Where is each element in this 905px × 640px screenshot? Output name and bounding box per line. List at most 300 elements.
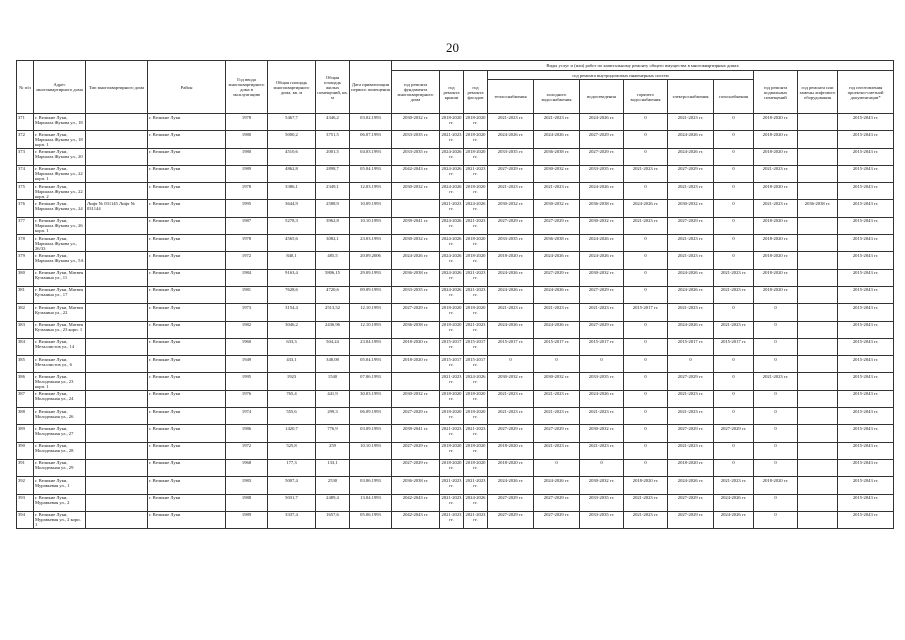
basement-cell: 0 [754,321,798,338]
basement-cell: 0 [754,494,798,511]
type-cell [86,373,148,390]
hot-water-cell: 0 [624,373,668,390]
header-heating: теплоснабжения [488,80,534,114]
electric-cell: 2027-2029 гг. [668,425,714,442]
living-area-cell: 299,3 [316,408,350,425]
gas-cell: 2021-2023 гг. [714,477,754,494]
design-docs-cell: 2015-2043 гг. [838,200,894,217]
type-cell [86,165,148,182]
row-number: 389 [17,425,34,442]
district-cell: г. Великие Луки [148,200,226,217]
basement-cell: 0 [754,304,798,321]
table-row [17,477,894,494]
privatization-cell: 03.09.1993 [350,425,392,442]
district-cell: г. Великие Луки [148,304,226,321]
address-cell: г. Великие Луки, Матвея Кузьмина ул., 23 корп. 1 [34,321,86,338]
district-cell: г. Великие Луки [148,494,226,511]
foundation-cell [392,200,440,217]
cold-water-cell: 2027-2029 гг. [534,269,580,286]
gas-cell: 0 [714,390,754,407]
cold-water-cell: 2021-2023 гг. [534,114,580,131]
elevator-cell [798,269,838,286]
row-number: 381 [17,286,34,303]
living-area-cell: 3082,1 [316,235,350,252]
facade-cell: 2018-2020 гг. [464,252,488,269]
district-cell: г. Великие Луки [148,165,226,182]
electric-cell: 2027-2029 гг. [668,217,714,234]
gas-cell: 2024-2026 гг. [714,511,754,528]
year-cell: 1984 [226,269,268,286]
header-works-group: Виды услуг и (или) работ по капитальному ремонту общего имущества в многоквартирных домах [392,61,894,71]
roof-cell: 2021-2023 гг. [440,511,464,528]
facade-cell: 2018-2020 гг. [464,304,488,321]
table-row [17,373,894,390]
row-number: 384 [17,338,34,355]
gas-cell: 2021-2023 гг. [714,286,754,303]
cold-water-cell: 2024-2026 гг. [534,321,580,338]
gas-cell: 0 [714,304,754,321]
type-cell [86,304,148,321]
total-area-cell: 5278,3 [268,217,316,234]
design-docs-cell: 2015-2043 гг. [838,477,894,494]
basement-cell: 2018-2020 гг. [754,148,798,165]
facade-cell: 2018-2020 гг. [464,114,488,131]
foundation-cell: 2039-2041 гг. [392,217,440,234]
cold-water-cell: 2021-2023 гг. [534,442,580,459]
type-cell [86,356,148,373]
design-docs-cell: 2015-2043 гг. [838,235,894,252]
table-row [17,217,894,234]
cold-water-cell: 2021-2023 гг. [534,304,580,321]
page-number: 20 [446,40,459,55]
electric-cell: 2024-2026 гг. [668,269,714,286]
row-number: 388 [17,408,34,425]
elevator-cell [798,252,838,269]
table-row [17,131,894,148]
table-row [17,494,894,511]
hot-water-cell: 2021-2023 гг. [624,165,668,182]
foundation-cell [392,373,440,390]
living-area-cell: 2530 [316,477,350,494]
facade-cell: 2018-2020 гг. [464,459,488,476]
basement-cell: 2018-2020 гг. [754,131,798,148]
year-cell: 1989 [226,165,268,182]
table-row [17,183,894,200]
heating-cell: 2033-2035 гг. [488,235,534,252]
living-area-cell: 2489,4 [316,494,350,511]
sewer-cell: 2024-2026 гг. [580,235,624,252]
gas-cell: 0 [714,148,754,165]
type-cell [86,390,148,407]
heating-cell: 2024-2026 гг. [488,131,534,148]
privatization-cell: 30.03.1993 [350,390,392,407]
foundation-cell: 2042-2043 гг. [392,511,440,528]
elevator-cell [798,235,838,252]
address-cell: г. Великие Луки, Муравьевая ул., 2 [34,494,86,511]
privatization-cell: 05.06.1993 [350,511,392,528]
hot-water-cell: 2018-2020 гг. [624,477,668,494]
foundation-cell: 2027-2029 гг. [392,304,440,321]
basement-cell: 2018-2020 гг. [754,269,798,286]
total-area-cell: 840,1 [268,252,316,269]
district-cell: г. Великие Луки [148,356,226,373]
header-district: Район [148,61,226,114]
row-number: 382 [17,304,34,321]
header-type: Тип многоквартирного дома [86,61,148,114]
total-area-cell: 4565,6 [268,235,316,252]
sewer-cell: 2021-2023 гг. [580,408,624,425]
hot-water-cell: 2024-2026 гг. [624,200,668,217]
address-cell: г. Великие Луки, Маршала Жукова ул., 22 корп. 2 [34,183,86,200]
electric-cell: 2027-2029 гг. [668,373,714,390]
district-cell: г. Великие Луки [148,217,226,234]
basement-cell: 2018-2020 гг. [754,114,798,131]
total-area-cell: 3046,2 [268,321,316,338]
address-cell: г. Великие Луки, Маршала Жукова ул., 24 [34,200,86,217]
roof-cell: 2018-2020 гг. [440,408,464,425]
year-cell: 1986 [226,425,268,442]
table-row [17,425,894,442]
design-docs-cell: 2015-2043 гг. [838,511,894,528]
privatization-cell: 23.03.1993 [350,235,392,252]
district-cell: г. Великие Луки [148,511,226,528]
design-docs-cell: 2015-2043 гг. [838,165,894,182]
foundation-cell: 2042-2043 гг. [392,165,440,182]
district-cell: г. Великие Луки [148,252,226,269]
year-cell: 1982 [226,321,268,338]
district-cell: г. Великие Луки [148,459,226,476]
hot-water-cell: 0 [624,252,668,269]
living-area-cell: 1657,6 [316,511,350,528]
hot-water-cell: 0 [624,131,668,148]
cold-water-cell: 2021-2023 гг. [534,408,580,425]
basement-cell: 2021-2023 гг. [754,165,798,182]
facade-cell: 2018-2020 гг. [464,235,488,252]
sewer-cell: 2033-2035 гг. [580,494,624,511]
facade-cell: 2021-2023 гг. [464,477,488,494]
year-cell: 1974 [226,408,268,425]
foundation-cell: 2036-2038 гг. [392,477,440,494]
type-cell [86,217,148,234]
sewer-cell: 2024-2026 гг. [580,114,624,131]
privatization-cell [350,459,392,476]
table-row [17,459,894,476]
table-row [17,408,894,425]
year-cell: 1960 [226,338,268,355]
electric-cell: 2021-2023 гг. [668,442,714,459]
basement-cell: 2018-2020 гг. [754,235,798,252]
roof-cell: 2024-2026 гг. [440,269,464,286]
electric-cell: 2021-2023 гг. [668,114,714,131]
elevator-cell: 2036-2038 гг. [798,200,838,217]
type-cell [86,494,148,511]
address-cell: г. Великие Луки, Маршала Жукова ул., 20 [34,148,86,165]
living-area-cell: 4346,2 [316,114,350,131]
table-row [17,235,894,252]
gas-cell: 0 [714,200,754,217]
address-cell: г. Великие Луки, Молодежная ул., 27 [34,425,86,442]
privatization-cell: 12.03.1993 [350,183,392,200]
hot-water-cell: 0 [624,286,668,303]
elevator-cell [798,165,838,182]
privatization-cell: 13.04.1993 [350,494,392,511]
gas-cell: 2021-2023 гг. [714,321,754,338]
elevator-cell [798,373,838,390]
address-cell: г. Великие Луки, Матвея Кузьмина ул., 11 [34,269,86,286]
electric-cell: 2021-2023 гг. [668,252,714,269]
privatization-cell: 06.07.1993 [350,131,392,148]
heating-cell: 2024-2026 гг. [488,477,534,494]
district-cell: г. Великие Луки [148,390,226,407]
year-cell: 1978 [226,183,268,200]
gas-cell: 0 [714,235,754,252]
elevator-cell [798,114,838,131]
design-docs-cell: 2015-2043 гг. [838,408,894,425]
cold-water-cell: 2030-2032 гг. [534,373,580,390]
hot-water-cell: 0 [624,148,668,165]
electric-cell: 2030-2032 гг. [668,200,714,217]
cold-water-cell: 2027-2029 гг. [534,494,580,511]
header-elevator: год ремонта или замены лифтового оборудования [798,71,838,114]
design-docs-cell: 2015-2043 гг. [838,131,894,148]
year-cell: 1949 [226,356,268,373]
address-cell: г. Великие Луки, Матвея Кузьмина ул., 22 [34,304,86,321]
gas-cell: 0 [714,373,754,390]
total-area-cell: 4510,6 [268,148,316,165]
total-area-cell: 3386,1 [268,183,316,200]
electric-cell: 2027-2029 гг. [668,511,714,528]
foundation-cell: 2018-2020 гг. [392,356,440,373]
row-number: 385 [17,356,34,373]
heating-cell: 2030-2032 гг. [488,373,534,390]
header-cold-water: холодного водоснабжения [534,80,580,114]
basement-cell: 2018-2020 гг. [754,217,798,234]
sewer-cell: 2033-2035 гг. [580,165,624,182]
basement-cell: 2021-2023 гг. [754,373,798,390]
hot-water-cell: 0 [624,338,668,355]
foundation-cell: 2033-2035 гг. [392,131,440,148]
type-cell [86,442,148,459]
gas-cell: 2021-2023 гг. [714,269,754,286]
total-area-cell: 433,1 [268,356,316,373]
sewer-cell: 2030-2032 гг. [580,269,624,286]
basement-cell: 0 [754,356,798,373]
district-cell: г. Великие Луки [148,408,226,425]
type-cell [86,114,148,131]
basement-cell: 0 [754,459,798,476]
hot-water-cell: 2021-2023 гг. [624,494,668,511]
district-cell: г. Великие Луки [148,183,226,200]
roof-cell: 2018-2020 гг. [440,459,464,476]
roof-cell: 2021-2023 гг. [440,200,464,217]
design-docs-cell: 2015-2043 гг. [838,183,894,200]
electric-cell: 0 [668,356,714,373]
type-cell [86,408,148,425]
hot-water-cell: 2015-2017 гг. [624,304,668,321]
roof-cell: 2018-2020 гг. [440,321,464,338]
elevator-cell [798,408,838,425]
cold-water-cell: 2024-2026 гг. [534,131,580,148]
living-area-cell: 348,08 [316,356,350,373]
living-area-cell: 133,1 [316,459,350,476]
roof-cell: 2021-2023 гг. [440,131,464,148]
address-cell: г. Великие Луки, Металлистов ул., 6 [34,356,86,373]
address-cell: г. Великие Луки, Молодежная ул., 24 [34,390,86,407]
total-area-cell: 1923 [268,373,316,390]
foundation-cell: 2033-2035 гг. [392,148,440,165]
type-cell [86,425,148,442]
year-cell: 1978 [226,235,268,252]
header-roof: год ремонта крыши [440,71,464,114]
facade-cell: 2021-2023 гг. [464,217,488,234]
living-area-cell: 2513,52 [316,304,350,321]
facade-cell: 2024-2026 гг. [464,200,488,217]
year-cell: 1973 [226,304,268,321]
header-basement: год ремонта подвальных помещений [754,71,798,114]
roof-cell: 2024-2026 гг. [440,235,464,252]
hot-water-cell: 2021-2023 гг. [624,511,668,528]
total-area-cell: 3337,4 [268,511,316,528]
address-cell: г. Великие Луки, Муравьевая ул., 2 корп. 1 [34,511,86,528]
design-docs-cell: 2015-2043 гг. [838,304,894,321]
living-area-cell: 2001,5 [316,148,350,165]
basement-cell: 2018-2020 гг. [754,183,798,200]
cold-water-cell: 2030-2032 гг. [534,165,580,182]
design-docs-cell: 2015-2043 гг. [838,390,894,407]
electric-cell: 2024-2026 гг. [668,286,714,303]
cold-water-cell: 2036-2038 гг. [534,148,580,165]
row-number: 380 [17,269,34,286]
total-area-cell: 525,8 [268,442,316,459]
electric-cell: 2021-2023 гг. [668,235,714,252]
living-area-cell: 2588,9 [316,200,350,217]
cold-water-cell: 2015-2017 гг. [534,338,580,355]
heating-cell: 2018-2020 гг. [488,459,534,476]
table-row [17,442,894,459]
cold-water-cell: 2036-2038 гг. [534,235,580,252]
year-cell: 1983 [226,477,268,494]
total-area-cell: 5000,2 [268,131,316,148]
electric-cell: 2024-2026 гг. [668,477,714,494]
type-cell [86,183,148,200]
facade-cell: 2021-2023 гг. [464,165,488,182]
table-row [17,286,894,303]
district-cell: г. Великие Луки [148,338,226,355]
living-area-cell: 441,9 [316,390,350,407]
heating-cell: 2033-2035 гг. [488,148,534,165]
header-no: № п/п [17,61,34,114]
facade-cell: 2021-2023 гг. [464,511,488,528]
hot-water-cell: 0 [624,183,668,200]
row-number: 391 [17,459,34,476]
address-cell: г. Великие Луки, Маршала Жукова ул., 26/33 [34,235,86,252]
heating-cell: 2015-2017 гг. [488,338,534,355]
privatization-cell: 10.10.1993 [350,442,392,459]
total-area-cell: 633,3 [268,338,316,355]
cold-water-cell: 2021-2023 гг. [534,390,580,407]
sewer-cell: 2033-2035 гг. [580,373,624,390]
roof-cell: 2018-2020 гг. [440,304,464,321]
district-cell: г. Великие Луки [148,286,226,303]
elevator-cell [798,356,838,373]
roof-cell: 2024-2026 гг. [440,183,464,200]
facade-cell: 2021-2023 гг. [464,321,488,338]
electric-cell: 2027-2029 гг. [668,494,714,511]
table-body [17,114,894,529]
row-number: 373 [17,148,34,165]
basement-cell: 2018-2020 гг. [754,252,798,269]
facade-cell: 2018-2020 гг. [464,408,488,425]
district-cell: г. Великие Луки [148,131,226,148]
row-number: 383 [17,321,34,338]
basement-cell: 2018-2020 гг. [754,286,798,303]
living-area-cell: 2349,1 [316,183,350,200]
row-number: 378 [17,235,34,252]
sewer-cell: 0 [580,459,624,476]
heating-cell: 2027-2029 гг. [488,511,534,528]
row-number: 371 [17,114,34,131]
facade-cell: 2021-2023 гг. [464,425,488,442]
table-row [17,390,894,407]
total-area-cell: 1420,7 [268,425,316,442]
address-cell: г. Великие Луки, Маршала Жукова ул., 5А [34,252,86,269]
electric-cell: 2021-2023 гг. [668,183,714,200]
electric-cell: 2024-2026 гг. [668,148,714,165]
design-docs-cell: 2015-2043 гг. [838,459,894,476]
privatization-cell: 20.09.2006 [350,252,392,269]
privatization-cell: 05.04.1993 [350,165,392,182]
heating-cell: 2024-2026 гг. [488,321,534,338]
table-row [17,321,894,338]
gas-cell: 0 [714,442,754,459]
privatization-cell: 06.09.1993 [350,408,392,425]
hot-water-cell: 0 [624,356,668,373]
foundation-cell: 2042-2043 гг. [392,494,440,511]
elevator-cell [798,148,838,165]
heating-cell: 2021-2023 гг. [488,114,534,131]
header-hot-water: горячего водоснабжения [624,80,668,114]
design-docs-cell: 2015-2043 гг. [838,217,894,234]
sewer-cell: 2036-2038 гг. [580,200,624,217]
header-foundation: год ремонта фундамента многоквартирного дома [392,71,440,114]
cold-water-cell: 2027-2029 гг. [534,511,580,528]
header-sewer: водоотведения [580,80,624,114]
facade-cell: 2018-2020 гг. [464,131,488,148]
cold-water-cell: 2021-2023 гг. [534,183,580,200]
design-docs-cell: 2015-2043 гг. [838,148,894,165]
header-year: Год ввода многоквартирного дома в эксплуатацию [226,61,268,114]
roof-cell: 2021-2023 гг. [440,494,464,511]
design-docs-cell: 2015-2043 гг. [838,356,894,373]
address-cell: г. Великие Луки, Металлистов ул., 14 [34,338,86,355]
living-area-cell: 2436,96 [316,321,350,338]
foundation-cell: 2030-2032 гг. [392,235,440,252]
privatization-cell: 03.06.1993 [350,477,392,494]
sewer-cell: 2027-2029 гг. [580,148,624,165]
privatization-cell: 03.02.1993 [350,114,392,131]
roof-cell: 2024-2026 гг. [440,217,464,234]
design-docs-cell: 2015-2043 гг. [838,442,894,459]
type-cell [86,235,148,252]
elevator-cell [798,304,838,321]
total-area-cell: 4862,8 [268,165,316,182]
gas-cell: 0 [714,165,754,182]
living-area-cell: 485,5 [316,252,350,269]
facade-cell: 2018-2020 гг. [464,183,488,200]
year-cell: 1988 [226,494,268,511]
design-docs-cell: 2015-2043 гг. [838,286,894,303]
elevator-cell [798,217,838,234]
